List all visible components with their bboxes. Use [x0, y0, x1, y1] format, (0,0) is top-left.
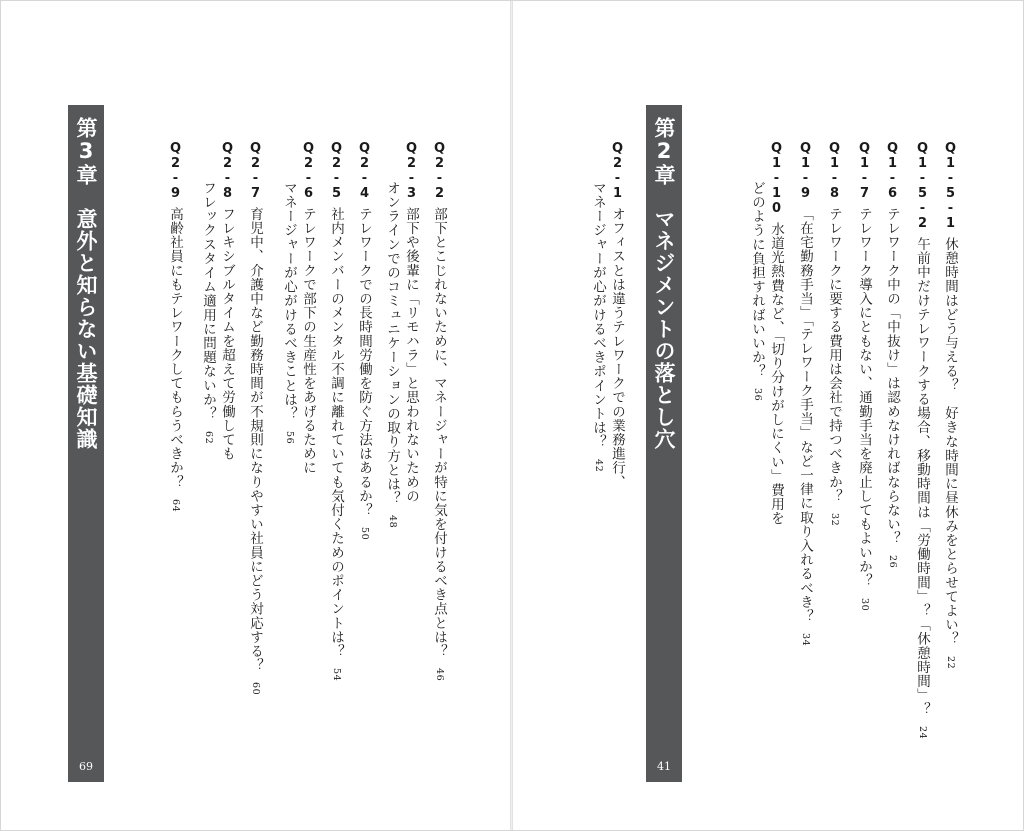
toc-entry-first-line [767, 141, 785, 525]
page-reference: 30 [859, 597, 870, 611]
chapter-2-title: 第2章 マネジメントの落とし穴 [652, 117, 676, 450]
question-text: テレワーク中の「中抜け」は認めなければならない？ [884, 207, 900, 546]
question-text: フレックスタイム適用に問題ないか？ [200, 181, 216, 421]
question-text: テレワーク導入にともない、通勤手当を廃止してもよいか？ [856, 207, 872, 588]
page-reference: 56 [284, 430, 295, 444]
page-reference: 36 [752, 388, 763, 402]
toc-entry-first-line [218, 141, 236, 461]
question-text: 部下や後輩に「リモハラ」と思われないための [403, 207, 419, 504]
question-text: 休憩時間はどう与える？ 好きな時間に昼休みをとらせてよい？ [942, 237, 958, 646]
question-number: Q2-7 [248, 141, 263, 201]
question-text: 水道光熱費など、「切り分けがしにくい」費用を [768, 222, 784, 526]
question-number: Q1-7 [857, 141, 872, 201]
chapter-3-title: 第3章 意外と知らない基礎知識 [74, 117, 98, 450]
question-number: Q1-9 [798, 141, 813, 201]
question-text: オンラインでのコミュニケーションの取り方とは？ [384, 181, 400, 506]
toc-entry-first-line [941, 141, 959, 669]
toc-entry-first-line [355, 141, 373, 541]
page-reference: 22 [945, 655, 956, 670]
question-text: 部下とこじれないために、マネージャーが特に気を付けるべき点とは？ [431, 207, 447, 659]
question-number: Q2-9 [168, 141, 183, 201]
page-reference: 42 [593, 458, 604, 473]
toc-entry-continuation-line [589, 181, 607, 472]
page-reference: 46 [434, 668, 445, 682]
question-text: 社内メンバーのメンタル不調に離れていても気付くためのポイントは？ [328, 207, 344, 659]
question-number: Q2-5 [329, 141, 344, 201]
toc-entry-first-line [883, 141, 901, 569]
question-text: 「在宅勤務手当」「テレワーク手当」など一律に取り入れるべき？ [797, 207, 813, 624]
page-reference: 24 [917, 726, 928, 740]
chapter-3-page-number: 69 [79, 760, 93, 773]
question-number: Q1-5-1 [943, 141, 958, 231]
question-number: Q2-4 [357, 141, 372, 201]
chapter-2-bar [646, 105, 682, 782]
page-reference: 64 [170, 499, 181, 513]
question-number: Q2-8 [220, 141, 235, 201]
question-text: 午前中だけテレワークする場合、移動時間は「労働時間」？「休憩時間」？ [914, 237, 930, 717]
page-reference: 34 [800, 633, 811, 647]
toc-entry-first-line [327, 141, 345, 682]
page-reference: 32 [829, 513, 840, 527]
toc-entry-first-line [402, 141, 420, 503]
question-text: 育児中、介護中など勤務時間が不規則になりやすい社員にどう対応する？ [247, 207, 263, 673]
page-reference: 60 [250, 682, 261, 696]
chapter-3-bar [68, 105, 104, 782]
question-text: テレワークでの長時間労働を防ぐ方法はあるか？ [356, 207, 372, 518]
question-number: Q2-1 [610, 141, 625, 201]
toc-entry-continuation-line [199, 181, 217, 444]
toc-entry-first-line [166, 141, 184, 512]
question-number: Q2-3 [404, 141, 419, 201]
page-reference: 50 [359, 527, 370, 541]
page-reference: 62 [203, 430, 214, 444]
left-page [0, 0, 510, 831]
toc-entry-first-line [299, 141, 317, 475]
toc-entry-first-line [913, 141, 931, 740]
chapter-2-page-number: 41 [657, 760, 671, 773]
question-text: どのように負担すればいいか？ [749, 181, 765, 379]
page-reference: 26 [887, 555, 898, 569]
toc-entry-first-line [796, 141, 814, 647]
question-number: Q2-6 [301, 141, 316, 201]
question-number: Q1-10 [769, 141, 784, 216]
question-text: フレキシブルタイムを超えて労働しても [219, 207, 235, 461]
toc-entry-continuation-line [280, 181, 298, 444]
question-text: マネージャーが心がけるべきポイントは？ [590, 181, 606, 449]
question-number: Q1-6 [885, 141, 900, 201]
toc-entry-first-line [825, 141, 843, 526]
toc-entry-first-line [246, 141, 264, 696]
question-text: 高齢社員にもテレワークしてもらうべきか？ [167, 207, 183, 489]
question-text: テレワークで部下の生産性をあげるために [300, 207, 316, 475]
question-number: Q1-5-2 [915, 141, 930, 231]
question-text: テレワークに要する費用は会社で持つべきか？ [826, 207, 842, 504]
toc-entry-continuation-line [383, 181, 401, 529]
question-text: マネージャーが心がけるべきことは？ [281, 181, 297, 421]
question-number: Q1-8 [827, 141, 842, 201]
question-number: Q2-2 [432, 141, 447, 201]
toc-entry-continuation-line [748, 181, 766, 402]
page-reference: 54 [331, 668, 342, 682]
toc-entry-first-line [855, 141, 873, 611]
page-reference: 48 [387, 515, 398, 529]
right-page [513, 0, 1024, 831]
toc-entry-first-line [430, 141, 448, 682]
toc-entry-first-line [608, 141, 626, 489]
question-text: オフィスとは違うテレワークでの業務進行、 [609, 207, 625, 489]
